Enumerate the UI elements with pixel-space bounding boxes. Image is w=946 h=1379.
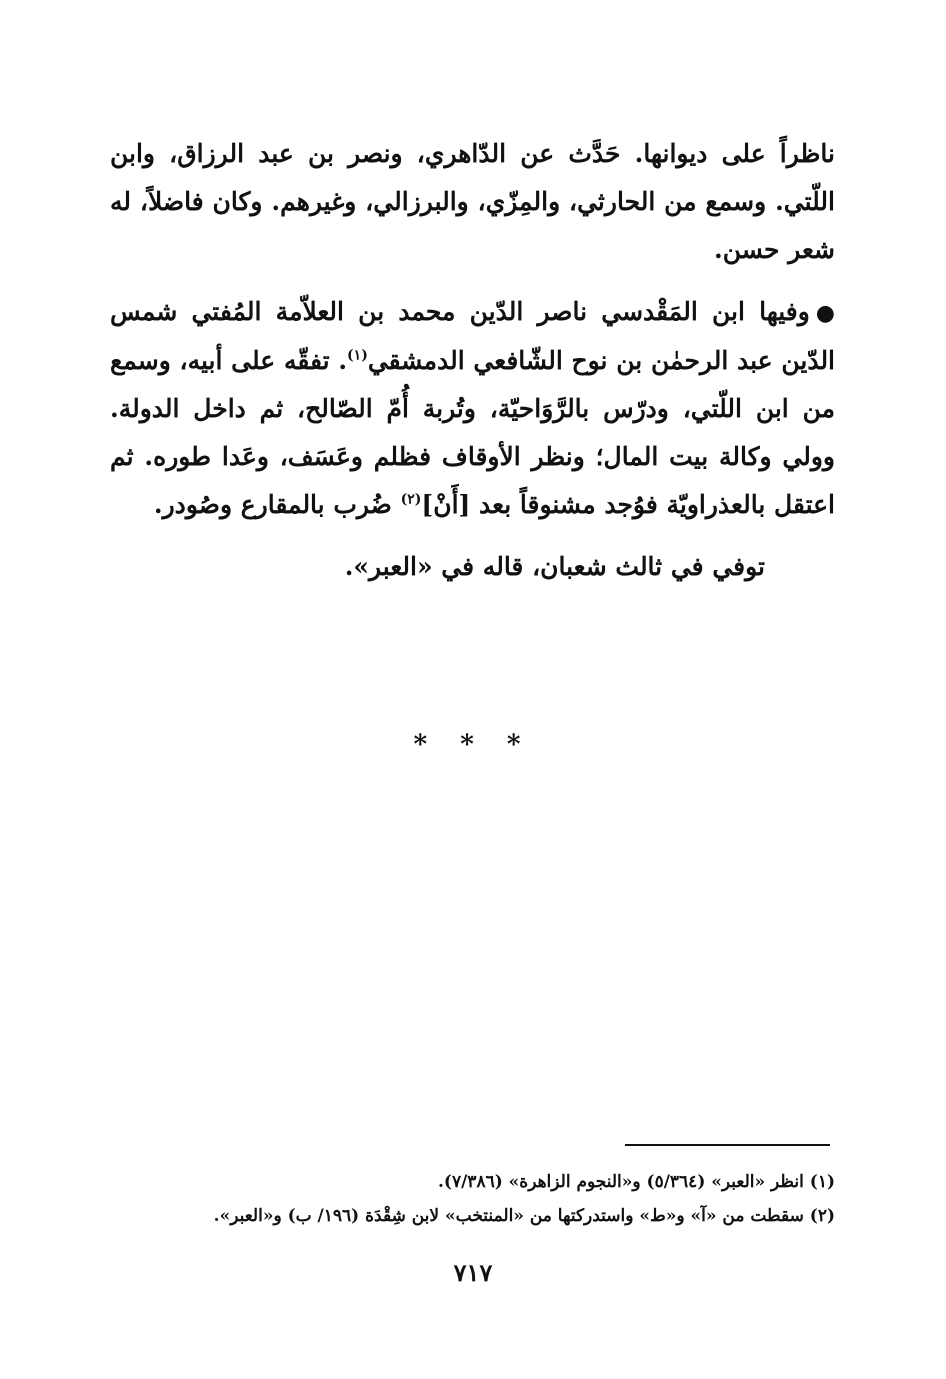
paragraph-2-part-1: وفيها ابن المَقْدسي ناصر الدّين محمد بن العلاّمة المُفتي شمس الدّين عبد الرحمٰن بن نوح الشّافعي الدمشقي — [110, 297, 836, 375]
footnote-ref-2[interactable]: (٢) — [400, 491, 422, 508]
paragraph-1: ناظراً على ديوانها. حَدَّث عن الدّاهري، ونصر بن عبد الرزاق، وابن اللّتي. وسمع من الحارثي، والمِزّي، والبرزالي، وغيرهم. وكان فاضلاً، له شعر حسن. — [110, 139, 835, 264]
main-text — [110, 130, 835, 605]
bullet-icon: ● — [815, 300, 835, 326]
paragraph-2 — [110, 288, 835, 529]
paragraph-2-part-3: ضُرب بالمقارع وصُودر. — [153, 490, 401, 519]
page-number: ٧١٧ — [453, 1258, 493, 1287]
footnotes — [110, 1165, 835, 1233]
paragraph-3: توفي في ثالث شعبان، قاله في «العبر». — [344, 552, 765, 581]
footnote-1: (١) انظر «العبر» (٥/٣٦٤) و«النجوم الزاهرة» (٧/٣٨٦). — [438, 1172, 835, 1192]
paragraph-2-part-2: . تفقّه على أبيه، وسمع من ابن اللّتي، ودرّس بالرَّوَاحيّة، وتُربة أُمّ الصّالح، ثم داخل الدولة. وولي وكالة بيت المال؛ ونظر الأوقاف فظلم وعَسَف، وعَدا طوره. ثم اعتقل بالعذراويّة فوُجد مشنوقاً بعد [أَنْ] — [110, 346, 835, 519]
footnote-divider — [625, 1144, 830, 1146]
footnote-ref-1[interactable]: (١) — [347, 347, 368, 364]
footnote-2: (٢) سقطت من «آ» و«ط» واستدركتها من «المنتخب» لابن شِقْدَة (١٩٦/ ب) و«العبر». — [213, 1206, 835, 1226]
section-separator: * * * — [413, 730, 533, 760]
